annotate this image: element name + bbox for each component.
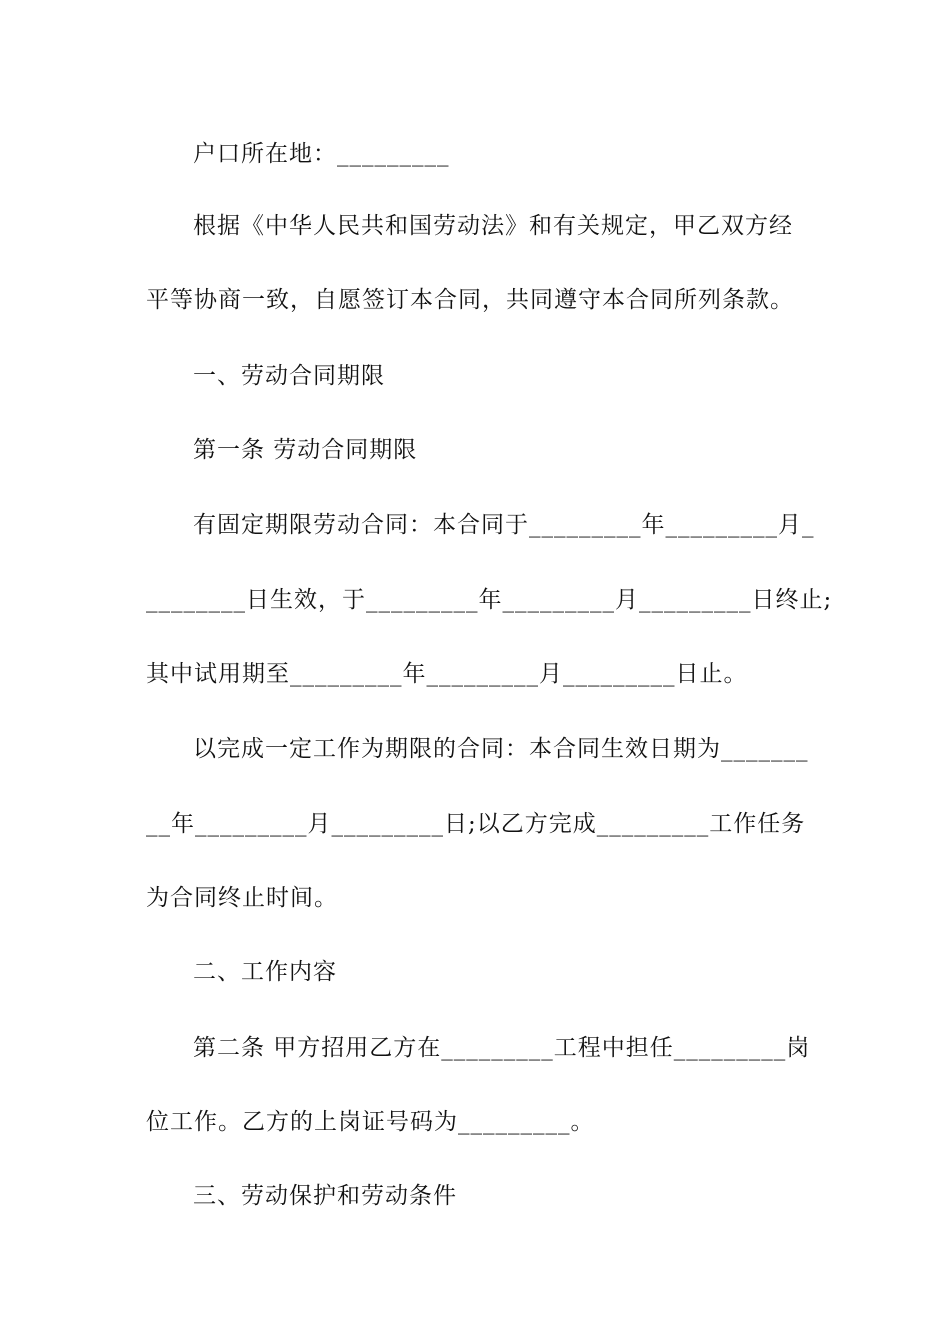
article-2-line-1: 第二条 甲方招用乙方在_________工程中担任_________岗	[193, 1035, 811, 1061]
preamble-line-2: 平等协商一致，自愿签订本合同，共同遵守本合同所列条款。	[146, 287, 794, 313]
fixed-term-line-2: ________日生效，于_________年_________月_________日终止;	[146, 587, 833, 613]
fixed-term-line-1: 有固定期限劳动合同：本合同于_________年_________月_	[193, 512, 815, 538]
task-term-line-3: 为合同终止时间。	[146, 885, 338, 911]
task-term-line-1: 以完成一定工作为期限的合同：本合同生效日期为_______	[193, 736, 809, 762]
section-heading-2: 二、工作内容	[193, 959, 337, 985]
preamble-line-1: 根据《中华人民共和国劳动法》和有关规定，甲乙双方经	[193, 213, 793, 239]
section-heading-1: 一、劳动合同期限	[193, 363, 385, 389]
probation-line: 其中试用期至_________年_________月_________日止。	[146, 661, 748, 687]
section-heading-3: 三、劳动保护和劳动条件	[193, 1183, 457, 1209]
article-1-heading: 第一条 劳动合同期限	[193, 437, 418, 463]
article-2-line-2: 位工作。乙方的上岗证号码为_________。	[146, 1109, 595, 1135]
task-term-line-2: __年_________月_________日;以乙方完成_________工作任务	[146, 811, 806, 837]
household-registration-line: 户口所在地：_________	[193, 141, 450, 167]
